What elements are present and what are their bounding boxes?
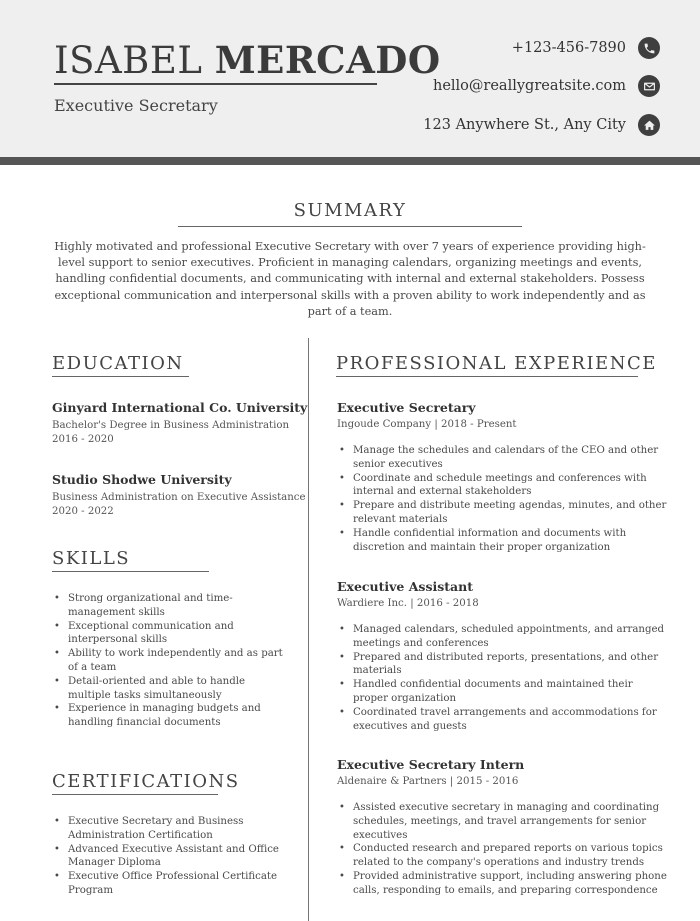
header-divider: [0, 157, 700, 165]
email-icon: [638, 75, 660, 97]
years: 2016 - 2020: [52, 434, 114, 445]
phone-icon: [638, 37, 660, 59]
certifications-underline: [52, 794, 218, 795]
email-text: hello@reallygreatsite.com: [432, 78, 626, 94]
name-underline: [54, 83, 377, 85]
full-name: [54, 38, 441, 82]
job-bullets: [337, 801, 667, 898]
contact-email: [433, 75, 660, 97]
job-role: Executive Assistant: [337, 579, 474, 594]
certifications-list: [52, 815, 284, 898]
list-item: • Manage the schedules and calendars of the CEO and other senior executives: [337, 444, 667, 472]
phone-text: +123-456-7890: [511, 40, 626, 56]
education-underline: [52, 376, 189, 377]
list-item: • Executive Secretary and Business Administration Certification: [52, 815, 284, 843]
job-company: Aldenaire & Partners | 2015 - 2016: [337, 776, 519, 787]
education-heading: EDUCATION: [52, 353, 184, 374]
experience-underline: [336, 376, 638, 377]
list-item: • Experience in managing budgets and handling financial documents: [52, 702, 284, 730]
list-item: • Coordinate and schedule meetings and conferences with internal and external stakeholders: [337, 472, 667, 500]
first-name: ISABEL: [54, 39, 203, 82]
school-name: Ginyard International Co. University: [52, 400, 308, 415]
summary-text: Highly motivated and professional Executive Secretary with over 7 years of experience providing high-level support to senior executives. Proficient in managing calendars, organizing meetings and events, handling confidential documents, and communicating with internal and external stakeholders. Possess exceptional communication and interpersonal skills with a proven ability to work independently and as part of a team.: [54, 240, 646, 318]
contact-address: [423, 114, 660, 136]
list-item: • Provided administrative support, including answering phone calls, responding to emails, and preparing correspondence: [337, 870, 667, 898]
job-entry: [337, 400, 667, 554]
list-item: • Prepare and distribute meeting agendas, minutes, and other relevant materials: [337, 499, 667, 527]
summary-heading: SUMMARY: [293, 200, 407, 221]
skills-underline: [52, 571, 209, 572]
skills-list: [52, 592, 284, 730]
list-item: • Managed calendars, scheduled appointments, and arranged meetings and conferences: [337, 623, 667, 651]
job-title: Executive Secretary: [54, 96, 218, 115]
home-icon: [638, 114, 660, 136]
school-name: Studio Shodwe University: [52, 472, 232, 487]
list-item: • Ability to work independently and as part of a team: [52, 647, 284, 675]
certifications-heading: CERTIFICATIONS: [52, 771, 240, 792]
degree: Bachelor's Degree in Business Administration: [52, 420, 290, 431]
list-item: • Coordinated travel arrangements and accommodations for executives and guests: [337, 706, 667, 734]
experience-heading: PROFESSIONAL EXPERIENCE: [336, 353, 657, 374]
job-role: Executive Secretary Intern: [337, 757, 525, 772]
list-item: • Detail-oriented and able to handle multiple tasks simultaneously: [52, 675, 284, 703]
list-item: • Assisted executive secretary in managing and coordinating schedules, meetings, and travel arrangements for senior executives: [337, 801, 667, 842]
list-item: • Prepared and distributed reports, presentations, and other materials: [337, 651, 667, 679]
list-item: • Executive Office Professional Certificate Program: [52, 870, 284, 898]
contact-phone: [512, 37, 660, 59]
last-name: MERCADO: [214, 38, 441, 82]
years: 2020 - 2022: [52, 506, 114, 517]
summary-underline: [178, 226, 522, 227]
job-bullets: [337, 444, 667, 554]
list-item: • Exceptional communication and interpersonal skills: [52, 620, 284, 648]
list-item: • Advanced Executive Assistant and Office Manager Diploma: [52, 843, 284, 871]
skills-heading: SKILLS: [52, 548, 131, 569]
list-item: • Handle confidential information and documents with discretion and maintain their proper organization: [337, 527, 667, 555]
degree: Business Administration on Executive Assistance: [52, 492, 306, 503]
column-divider: [308, 338, 309, 921]
job-company: Wardiere Inc. | 2016 - 2018: [337, 598, 479, 609]
education-item: [52, 400, 307, 447]
job-bullets: [337, 623, 667, 733]
job-role: Executive Secretary: [337, 400, 476, 415]
job-entry: [337, 757, 667, 898]
education-item: [52, 472, 306, 519]
job-entry: [337, 579, 667, 733]
list-item: • Conducted research and prepared reports on various topics related to the company's operations and industry trends: [337, 842, 667, 870]
list-item: • Strong organizational and time-management skills: [52, 592, 284, 620]
address-text: 123 Anywhere St., Any City: [423, 117, 626, 133]
job-company: Ingoude Company | 2018 - Present: [337, 419, 517, 430]
list-item: • Handled confidential documents and maintained their proper organization: [337, 678, 667, 706]
